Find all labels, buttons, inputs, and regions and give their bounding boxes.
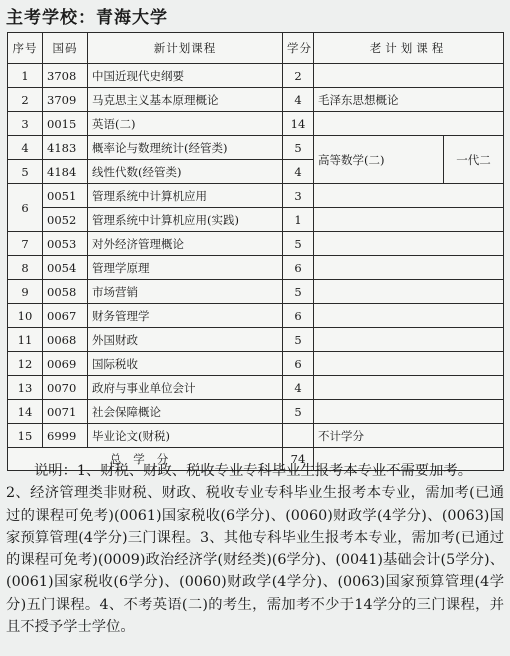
- cell-code: 3709: [43, 88, 88, 112]
- cell-old: 高等数学(二): [314, 136, 444, 184]
- cell-course: 市场营销: [88, 280, 283, 304]
- cell-old: [314, 304, 504, 328]
- cell-code: 0015: [43, 112, 88, 136]
- cell-credit: 4: [283, 88, 314, 112]
- cell-code: 0067: [43, 304, 88, 328]
- cell-no: 9: [8, 280, 43, 304]
- cell-credit: 4: [283, 376, 314, 400]
- cell-code: 4184: [43, 160, 88, 184]
- cell-course: 管理系统中计算机应用: [88, 184, 283, 208]
- cell-code: 0069: [43, 352, 88, 376]
- cell-credit: 3: [283, 184, 314, 208]
- cell-code: 6999: [43, 424, 88, 448]
- cell-course: 线性代数(经管类): [88, 160, 283, 184]
- cell-code: 0051: [43, 184, 88, 208]
- cell-credit: 6: [283, 352, 314, 376]
- cell-no: 11: [8, 328, 43, 352]
- table-row: [8, 112, 504, 136]
- total-credit: 74: [283, 448, 314, 471]
- cell-course: 政府与事业单位会计: [88, 376, 283, 400]
- table-row: [8, 208, 504, 232]
- cell-credit: 4: [283, 160, 314, 184]
- cell-course: 概率论与数理统计(经管类): [88, 136, 283, 160]
- cell-credit: 2: [283, 64, 314, 88]
- cell-course: 管理学原理: [88, 256, 283, 280]
- header-old-course: 老计划课程: [314, 33, 504, 64]
- cell-course: 外国财政: [88, 328, 283, 352]
- cell-credit: 5: [283, 328, 314, 352]
- cell-no: 15: [8, 424, 43, 448]
- table-header-row: [8, 33, 504, 64]
- cell-no: 12: [8, 352, 43, 376]
- cell-credit: 6: [283, 256, 314, 280]
- cell-course: 国际税收: [88, 352, 283, 376]
- cell-old: 不计学分: [314, 424, 504, 448]
- cell-code: 4183: [43, 136, 88, 160]
- cell-credit: 1: [283, 208, 314, 232]
- cell-old: [314, 256, 504, 280]
- cell-no: 5: [8, 160, 43, 184]
- cell-credit: 5: [283, 280, 314, 304]
- table-row: [8, 400, 504, 424]
- cell-no: 7: [8, 232, 43, 256]
- cell-no: 2: [8, 88, 43, 112]
- cell-no: 4: [8, 136, 43, 160]
- note-paragraph: 2、经济管理类非财税、财政、税收专业专科毕业生报考本专业，需加考(已通过的课程可免考)(0061)国家税收(6学分)、(0060)财政学(4学分)、(0063)国家预算管理(4学分)三门课程。3、其他专科毕业生报考本专业，需加考(已通过的课程可免考)(0009)政治经济学(财经类)(6学分)、(0041)基础会计(5学分)、(0061)国家税收(6学分)、(0060)财政学(4学分)、(0063)国家预算管理(4学分)五门课程。4、不考英语(二)的考生，需加考不少于14学分的三门课程，并且不授予学士学位。: [6, 485, 504, 636]
- cell-code: 0071: [43, 400, 88, 424]
- header-no: 序号: [8, 33, 43, 64]
- cell-credit: [283, 424, 314, 448]
- cell-old: [314, 64, 504, 88]
- table-row: [8, 256, 504, 280]
- school-header: 主考学校：青海大学: [6, 8, 168, 28]
- table-row: [8, 184, 504, 208]
- cell-code: 0052: [43, 208, 88, 232]
- cell-old: [314, 376, 504, 400]
- note-paragraph: 说明：1、财税、财政、税收专业专科毕业生报考本专业不需要加考。: [34, 463, 472, 479]
- table-row: [8, 280, 504, 304]
- cell-credit: 6: [283, 304, 314, 328]
- cell-no: 14: [8, 400, 43, 424]
- cell-old: [314, 328, 504, 352]
- cell-course: 财务管理学: [88, 304, 283, 328]
- header-credit: 学分: [283, 33, 314, 64]
- table-row: [8, 352, 504, 376]
- notes-section: [6, 460, 504, 638]
- cell-code: 0053: [43, 232, 88, 256]
- cell-credit: 5: [283, 136, 314, 160]
- table-row: [8, 304, 504, 328]
- cell-no: 3: [8, 112, 43, 136]
- cell-no: 13: [8, 376, 43, 400]
- cell-course: 对外经济管理概论: [88, 232, 283, 256]
- cell-old: [314, 232, 504, 256]
- cell-old: [314, 280, 504, 304]
- cell-course: 中国近现代史纲要: [88, 64, 283, 88]
- table-row: [8, 64, 504, 88]
- cell-credit: 5: [283, 400, 314, 424]
- cell-no: 6: [8, 184, 43, 232]
- cell-code: 3708: [43, 64, 88, 88]
- total-label: 总学分: [8, 448, 283, 471]
- cell-no: 8: [8, 256, 43, 280]
- cell-code: 0070: [43, 376, 88, 400]
- cell-course: 毕业论文(财税): [88, 424, 283, 448]
- cell-old: [314, 184, 504, 208]
- header-code: 国码: [43, 33, 88, 64]
- cell-code: 0058: [43, 280, 88, 304]
- cell-course: 马克思主义基本原理概论: [88, 88, 283, 112]
- cell-old: [314, 208, 504, 232]
- table-row: [8, 376, 504, 400]
- cell-credit: 14: [283, 112, 314, 136]
- cell-credit: 5: [283, 232, 314, 256]
- course-plan-table: [7, 32, 504, 471]
- cell-no: 10: [8, 304, 43, 328]
- table-row: [8, 232, 504, 256]
- cell-code: 0068: [43, 328, 88, 352]
- table-row: [8, 136, 504, 160]
- header-new-course: 新计划课程: [88, 33, 283, 64]
- cell-code: 0054: [43, 256, 88, 280]
- table-row: [8, 328, 504, 352]
- cell-old-extra: 一代二: [444, 136, 504, 184]
- table-row: [8, 424, 504, 448]
- cell-course: 社会保障概论: [88, 400, 283, 424]
- cell-old: [314, 352, 504, 376]
- cell-course: 英语(二): [88, 112, 283, 136]
- cell-old: [314, 112, 504, 136]
- cell-no: 1: [8, 64, 43, 88]
- cell-course: 管理系统中计算机应用(实践): [88, 208, 283, 232]
- table-row: [8, 88, 504, 112]
- cell-old: 毛泽东思想概论: [314, 88, 504, 112]
- cell-old: [314, 400, 504, 424]
